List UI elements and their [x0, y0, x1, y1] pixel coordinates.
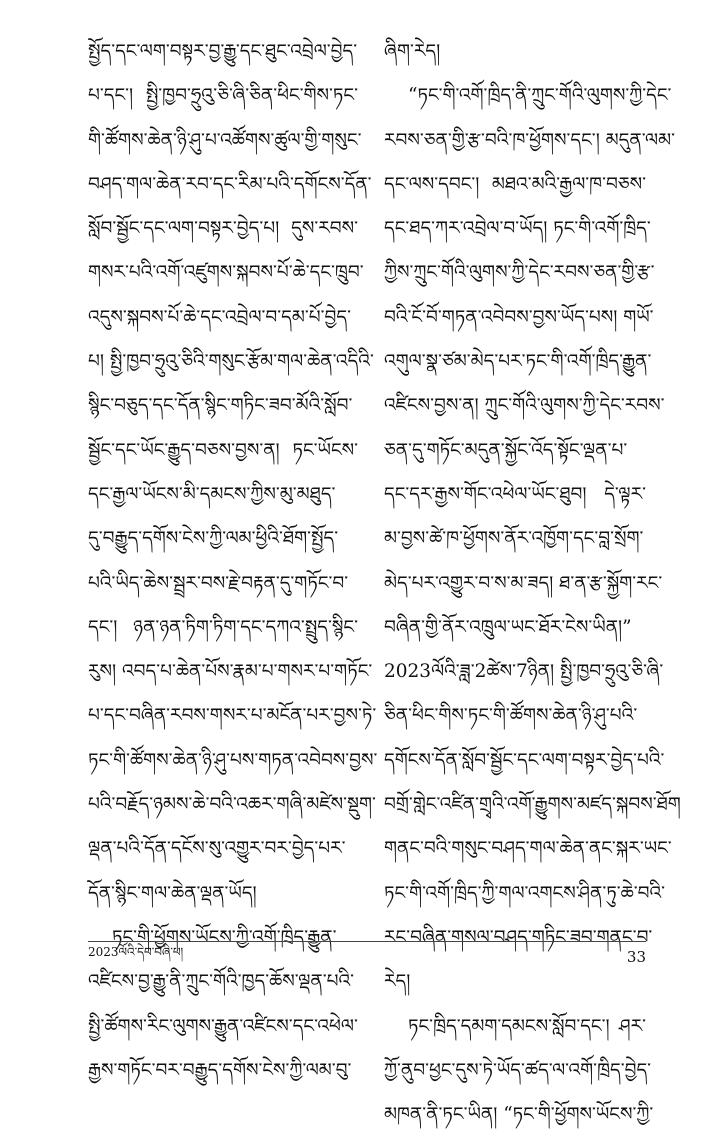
text-line: མ་བྱས་ཚེ་ཁ་ཕྱོགས་ནོར་འཁྱོག་དང་བླ་སྲོག་: [384, 528, 644, 550]
text-line: བའི་ངོ་བོ་གཏན་འབེབས་བྱས་ཡོད་པས། གཡོ་: [384, 306, 654, 328]
text-line: ཀྱོ་ནུབ་ཕྱང་དུས་ཏེ་ཡོད་ཚད་ལ་འགོ་ཁྲིད་བྱེད་: [384, 1059, 652, 1081]
text-line: སྤྱི་ཚོགས་རིང་ལུགས་རྒྱུན་འཛིངས་དང་འཕེལ་: [88, 1015, 358, 1037]
text-line: མེད་པར་འགྱུར་བ་ས་མ་ཟད། ཐ་ན་རྩ་སྐྱོག་རང་: [384, 572, 663, 594]
text-line: འགུལ་སྣ་ཙམ་མེད་པར་ཏང་གི་འགོ་ཁྲིད་རྒྱུན་: [384, 351, 652, 373]
text-line: “ཏང་གི་འགོ་ཁྲིད་ནི་ཀྲུང་གོའི་ལུགས་ཀྱི་དེང་: [408, 85, 672, 107]
text-line: སྦྱོང་དང་ཡོང་རྒྱུད་བཅས་བྱས་ན། ཏང་ཡོངས་: [88, 439, 358, 461]
text-line: པ་དང་བཞིན་རབས་གསར་པ་མངོན་པར་བྱས་ཏེ་: [88, 705, 377, 727]
text-line: དུ་བརྒྱུད་དགོས་ངེས་ཀྱི་ལམ་ཕྱིའི་ཐོག་སྤྱོད་: [88, 528, 339, 550]
text-line: དང་ལས་དབང་། མཐའ་མའི་རྒྱལ་ཁ་བཅས་: [384, 173, 646, 195]
text-line: སྙིང་བཅུད་དང་དོན་སྙིང་གཏིང་ཟབ་མོའི་སློབ་: [88, 395, 353, 417]
text-line: འདུས་སྐབས་པོ་ཆེ་དང་འབྲེལ་བ་དམ་པོ་བྱེད་: [88, 306, 351, 328]
text-line: པའི་ཡིད་ཆེས་སྦྲར་བས་རྗེ་བརྟན་དུ་གཏོང་བ་: [88, 572, 349, 594]
text-line: ཏང་ཁྲིད་དམག་དམངས་སློབ་དང་། ཤར་: [408, 1015, 646, 1037]
text-line: བགྲོ་གླེང་འཛིན་གྲྭའི་འགོ་རྒྱུགས་མཛད་སྐབས་ཐོག: [384, 794, 681, 816]
footer-issue-label: 2023ལོའི་དེབ་བཞི་པ།: [88, 945, 184, 959]
text-line: གནང་བའི་གསུང་བཤད་གལ་ཆེན་ནང་སྐར་ཡང་: [384, 838, 672, 860]
text-line: ཏང་གི་ཕྱོགས་ཡོངས་ཀྱི་འགོ་ཁྲིད་རྒྱུན་: [112, 926, 337, 948]
text-line: དང་དར་རྒྱས་གོང་འཕེལ་ཡོང་ཐུབ། དེ་ལྟར་: [384, 483, 646, 505]
text-line: པའི་བརྗོད་ཉམས་ཆེ་བའི་འཆར་གཞི་མཛེས་སྡུག་: [88, 794, 376, 816]
text-line: རབས་ཅན་གྱི་རྩ་བའི་ཁ་ཕྱོགས་དང་། མདུན་ལམ་: [384, 129, 675, 151]
footer-divider: [88, 941, 646, 942]
text-line: ཀྱིས་ཀྲུང་གོའི་ལུགས་ཀྱི་དེང་རབས་ཅན་གྱི་རྩ་: [384, 262, 655, 284]
text-line: རུས། འབད་པ་ཆེན་པོས་རྣམ་པ་གསར་པ་གཏོང་: [88, 661, 373, 683]
text-line: ཅན་དུ་གཏོང་མདུན་སྐྱོང་འོད་སྟོང་ལྡན་པ་: [384, 439, 628, 461]
text-line: ཞིག་རེད།: [384, 41, 441, 62]
text-line: ཏང་གི་འགོ་ཁྲིད་ཀྱི་གལ་འགངས་ཤིན་ཏུ་ཆེ་བའི་: [384, 882, 666, 904]
text-line: དང་ཐད་ཀར་འབྲེལ་བ་ཡོད། ཏང་གི་འགོ་ཁྲིད་: [384, 218, 651, 240]
text-line: པ། སྤྱི་ཁྱབ་ཧྲུའུ་ཅིའི་གསུང་རྩོམ་གལ་ཆེན་འདིའི་: [88, 351, 374, 373]
text-line: དང་རྒྱལ་ཡོངས་མི་དམངས་ཀྱིས་མུ་མཐུད་: [88, 483, 336, 505]
text-line: གསར་པའི་འགོ་འཛུགས་སྐབས་པོ་ཆེ་དང་ཁྲུབ་: [88, 262, 364, 284]
text-line: རེད།: [384, 971, 411, 993]
text-line: 2023ལོའི་ཟླ་2ཚེས་7ཉིན། སྤྱི་ཁྱབ་ཧྲུའུ་ཅི་ཞི་: [384, 661, 664, 683]
text-line: དང་། ཉན་ཉན་ཏིག་ཏིག་དང་དཀའ་སྤྲུད་སྙིང་: [88, 616, 358, 638]
text-line: བཞིན་གྱི་ནོར་འཁྲུལ་ཡང་ཐོར་ངེས་ཡིན།”: [384, 616, 632, 638]
text-line: མཁན་ནི་ཏང་ཡིན། “ཏང་གི་ཕྱོགས་ཡོངས་ཀྱི་: [384, 1104, 654, 1126]
text-line: སློབ་སྦྱོང་དང་ལག་བསྟར་བྱེད་པ། དུས་རབས་: [88, 218, 358, 240]
text-line: རྒྱས་གཏོང་བར་བརྒྱུད་དགོས་ངེས་ཀྱི་ལམ་བུ་: [88, 1059, 352, 1081]
text-line: པ་དང་། སྤྱི་ཁྱབ་ཧྲུའུ་ཅི་ཞི་ཅིན་ཕིང་གིས་ཏང་: [88, 85, 358, 107]
text-line: ལྡན་པའི་དོན་དངོས་སུ་འགྱུར་བར་བྱེད་པར་: [88, 838, 346, 860]
left-text-column: [88, 30, 378, 1093]
text-line: བཤད་གལ་ཆེན་རབ་དང་རིམ་པའི་དགོངས་དོན་: [88, 173, 372, 195]
text-line: ཅིན་ཕིང་གིས་ཏང་གི་ཚོགས་ཆེན་ཉི་ཤུ་པའི་: [384, 705, 638, 727]
text-line: གི་ཚོགས་ཆེན་ཉི་ཤུ་པ་འཚོགས་ཚུལ་གྱི་གསུང་: [88, 129, 362, 151]
text-line: སྤྱོད་དང་ལག་བསྟར་བྱ་རྒྱུ་དང་ཐུང་འབྲེལ་བྱེད་: [88, 41, 358, 62]
text-line: རང་བཞིན་གསལ་བཤད་གཏིང་ཟབ་གནང་བ་: [384, 926, 653, 948]
right-text-column: [384, 30, 681, 1137]
text-line: ཏང་གི་ཚོགས་ཆེན་ཉི་ཤུ་པས་གཏན་འབེབས་བྱས་: [88, 749, 378, 771]
text-line: འཛིངས་བྱས་ན། ཀྲུང་གོའི་ལུགས་ཀྱི་དེང་རབས་: [384, 395, 665, 417]
text-line: འཛིངས་བྱ་རྒྱུ་ནི་ཀྲུང་གོའི་ཁྱད་ཆོས་ལྡན་པའི་: [88, 971, 355, 993]
text-line: དོན་སྙིང་གལ་ཆེན་ལྡན་ཡོད།: [88, 882, 257, 904]
text-line: དགོངས་དོན་སློབ་སྦྱོང་དང་ལག་བསྟར་བྱེད་པའི་: [384, 749, 665, 771]
page-number: 33: [626, 948, 646, 966]
